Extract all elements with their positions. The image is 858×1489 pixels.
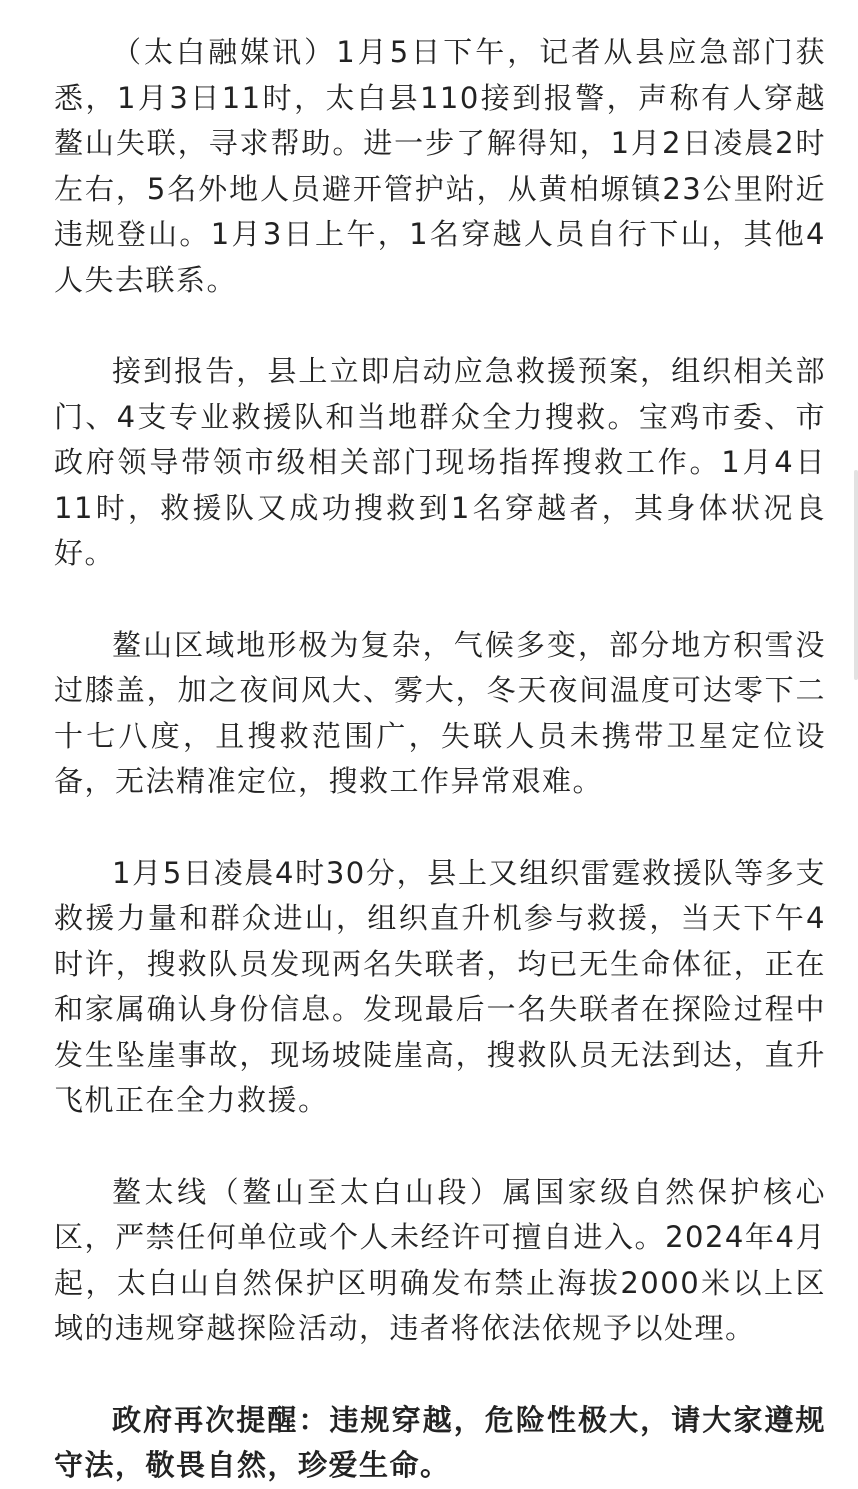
paragraph-3: 鳌山区域地形极为复杂，气候多变，部分地方积雪没过膝盖，加之夜间风大、雾大，冬天夜间温度可达零下二十七八度，且搜救范围广，失联人员未携带卫星定位设备，无法精准定位，搜救工作异常艰难。 bbox=[54, 627, 826, 798]
paragraph-2: 接到报告，县上立即启动应急救援预案，组织相关部门、4支专业救援队和当地群众全力搜救。宝鸡市委、市政府领导带领市级相关部门现场指挥搜救工作。1月4日11时，救援队又成功搜救到1名穿越者，其身体状况良好。 bbox=[54, 354, 826, 570]
government-reminder: 政府再次提醒：违规穿越，危险性极大，请大家遵规守法，敬畏自然，珍爱生命。 bbox=[54, 1402, 826, 1482]
article-body bbox=[54, 30, 826, 1489]
paragraph-1: （太白融媒讯）1月5日下午，记者从县应急部门获悉，1月3日11时，太白县110接到报警，声称有人穿越鳌山失联，寻求帮助。进一步了解得知，1月2日凌晨2时左右，5名外地人员避开管护站，从黄柏塬镇23公里附近违规登山。1月3日上午，1名穿越人员自行下山，其他4人失去联系。 bbox=[54, 35, 826, 297]
paragraph-5: 鳌太线（鳌山至太白山段）属国家级自然保护核心区，严禁任何单位或个人未经许可擅自进入。2024年4月起，太白山自然保护区明确发布禁止海拔2000米以上区域的违规穿越探险活动，违者将依法依规予以处理。 bbox=[54, 1174, 826, 1345]
paragraph-4: 1月5日凌晨4时30分，县上又组织雷霆救援队等多支救援力量和群众进山，组织直升机参与救援，当天下午4时许，搜救队员发现两名失联者，均已无生命体征，正在和家属确认身份信息。发现最后一名失联者在探险过程中发生坠崖事故，现场坡陡崖高，搜救队员无法到达，直升飞机正在全力救援。 bbox=[54, 855, 826, 1117]
scrollbar[interactable] bbox=[854, 470, 858, 680]
